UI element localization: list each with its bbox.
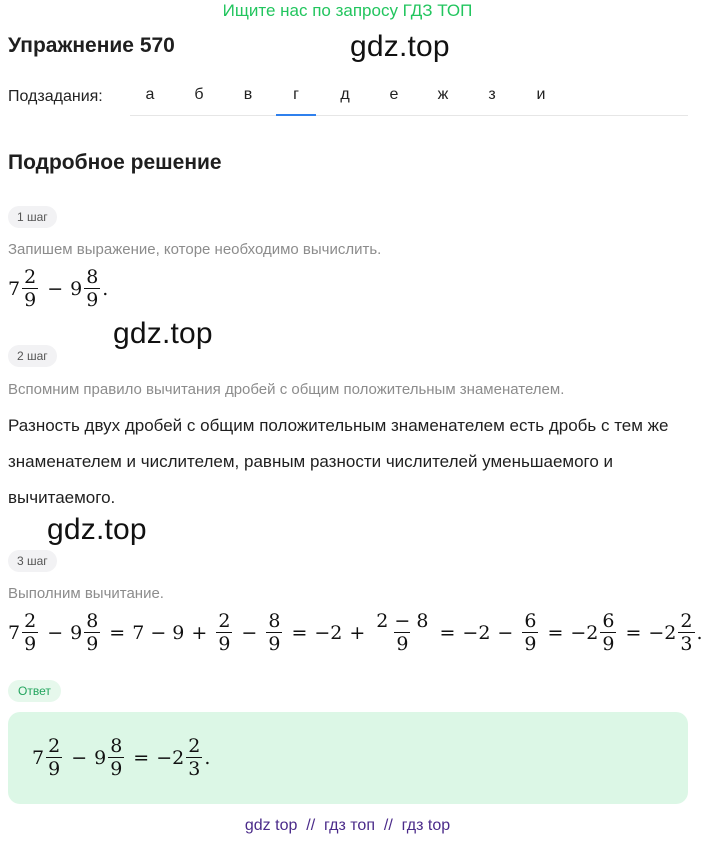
tab-a[interactable]: а: [145, 86, 155, 103]
answer-badge: Ответ: [8, 680, 61, 702]
rule-text: Разность двух дробей с общим положительным знаменателем есть дробь с тем же знаменателем и числителем, равным разности числителей уменьшаемого и вычитаемого.: [8, 416, 669, 507]
tab-z[interactable]: з: [488, 86, 496, 103]
watermark: gdz.top: [113, 317, 213, 350]
tab-e[interactable]: е: [389, 86, 399, 103]
exercise-title: Упражнение 570: [8, 34, 175, 57]
step-badge: 2 шаг: [8, 345, 57, 367]
watermark: gdz.top: [350, 30, 450, 63]
step-hint: Вспомним правило вычитания дробей с общим положительным знаменателем.: [8, 381, 565, 398]
subtask-tabs: [130, 80, 688, 116]
footer-links[interactable]: gdz top // гдз топ // гдз top: [244, 817, 451, 834]
step-hint: Выполним вычитание.: [8, 585, 164, 602]
tab-i[interactable]: и: [536, 86, 546, 103]
tab-b[interactable]: б: [194, 86, 204, 103]
tab-d[interactable]: д: [340, 86, 350, 103]
tab-zh[interactable]: ж: [437, 86, 449, 103]
section-title: Подробное решение: [8, 151, 222, 174]
subtasks-label: Подзадания:: [8, 88, 103, 105]
step-badge: 1 шаг: [8, 206, 57, 228]
step1-expression: 7 $\frac{2}{9}$ − 9 $\frac{8}{9}$ .: [8, 266, 109, 311]
tab-g[interactable]: г: [276, 86, 316, 104]
answer-expression: 7 $\frac{2}{9}$ − 9 $\frac{8}{9}$ = −2 $\frac{2}{3}$ .: [32, 735, 211, 780]
top-banner: Ищите нас по запросу ГДЗ ТОП: [222, 1, 473, 20]
step-badge: 3 шаг: [8, 550, 57, 572]
tab-v[interactable]: в: [243, 86, 253, 103]
step-hint: Запишем выражение, которе необходимо вычислить.: [8, 241, 382, 258]
watermark: gdz.top: [47, 513, 147, 546]
step3-calculation: 7 $\frac{2}{9}$ − 9 $\frac{8}{9}$ = 7 − 9 + $\frac{2}{9}$ − $\frac{8}{9}$ = −2 + $\frac{2 - 8}{9}$ = −2 − $\frac{6}{9}$ = −2 $\frac{6}{9}$ = −2 $\frac{2}{3}$ .: [8, 610, 703, 655]
